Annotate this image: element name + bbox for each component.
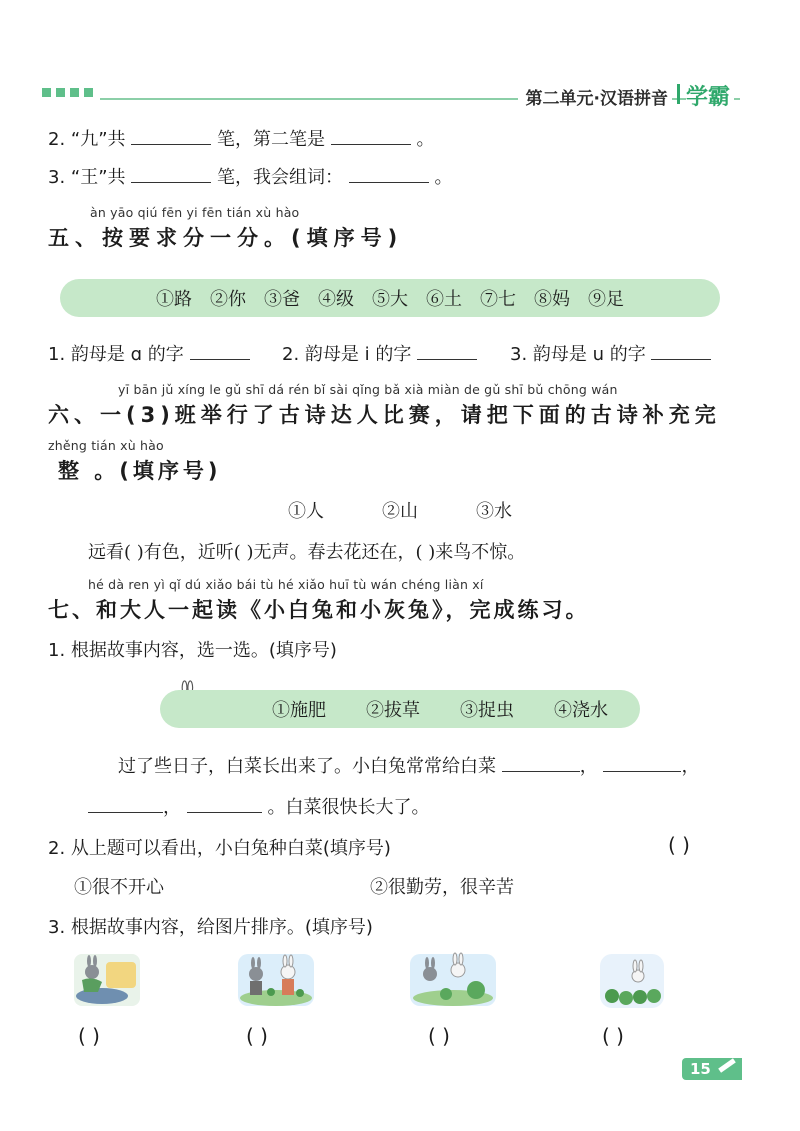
question-text: 2. 韵母是 i 的字 (282, 344, 412, 365)
option-item: ⑧妈 (534, 289, 570, 310)
answer-blank[interactable] (88, 811, 163, 813)
answer-blank[interactable] (131, 143, 211, 145)
question-text: 3. 韵母是 u 的字 (510, 344, 646, 365)
option-item: ⑨足 (588, 289, 624, 310)
poem-choice: ②山 (382, 501, 418, 522)
question-3-text: 3. “王”共 (48, 167, 126, 188)
section-5-q2 (282, 340, 477, 366)
answer-blank[interactable] (417, 358, 477, 360)
section-7-q3: 3. 根据故事内容，给图片排序。(填序号) (48, 917, 373, 938)
answer-blank[interactable] (331, 143, 411, 145)
story-picture-3 (408, 950, 498, 1010)
brand-divider (677, 84, 680, 104)
comma: ， (579, 756, 598, 777)
answer-blank[interactable] (131, 181, 211, 183)
order-parentheses[interactable]: ( ) (602, 1024, 624, 1048)
passage-text: 过了些日子，白菜长出来了。小白兔常常给白菜 (118, 756, 496, 777)
character-options-banner (60, 279, 720, 317)
period: 。 (416, 129, 435, 150)
question-2-text-b: 笔，第二笔是 (217, 129, 326, 150)
order-parentheses[interactable]: ( ) (246, 1024, 268, 1048)
section-6-title-1: 六、一(3)班举行了古诗达人比赛，请把下面的古诗补充完 (48, 403, 721, 427)
section-6-title-2: 整 。(填序号) (58, 459, 222, 483)
answer-blank[interactable] (190, 358, 250, 360)
poem-choice: ③水 (476, 501, 512, 522)
unit-title: 第二单元·汉语拼音 (518, 84, 672, 109)
poem-choice: ①人 (288, 501, 324, 522)
section-5-q3 (510, 340, 711, 366)
question-text: 1. 韵母是 ɑ 的字 (48, 344, 184, 365)
section-7-title: 七、和大人一起读《小白兔和小灰兔》，完成练习。 (48, 598, 590, 622)
comma: ， (681, 756, 700, 777)
section-6-pinyin-2: zhěng tián xù hào (48, 438, 164, 453)
poem-fill-line: 远看( )有色，近听( )无声。春去花还在，( )来鸟不惊。 (88, 542, 526, 563)
answer-blank[interactable] (187, 811, 262, 813)
brand-logo: 学霸 (686, 80, 734, 111)
question-3 (48, 163, 452, 189)
question-2-text: 2. “九”共 (48, 129, 126, 150)
answer-blank[interactable] (502, 770, 580, 772)
comma: ， (163, 797, 181, 818)
section-7-pinyin: hé dà ren yì qǐ dú xiǎo bái tù hé xiǎo huī tù wán chéng liàn xí (88, 577, 484, 592)
answer-blank[interactable] (603, 770, 681, 772)
section-6-pinyin-1: yī bān jǔ xíng le gǔ shī dá rén bǐ sài qǐng bǎ xià miàn de gǔ shī bǔ chōng wán (118, 382, 618, 397)
task-option: ②拔草 (366, 700, 420, 721)
option-item: ⑥土 (426, 289, 462, 310)
answer-parentheses[interactable]: ( ) (668, 833, 690, 857)
header-decoration (42, 88, 93, 97)
task-option: ④浇水 (554, 700, 608, 721)
answer-blank[interactable] (349, 181, 429, 183)
option-item: ①路 (156, 289, 192, 310)
option-item: ⑦七 (480, 289, 516, 310)
section-7-q1: 1. 根据故事内容，选一选。(填序号) (48, 640, 337, 661)
option-item: ④级 (318, 289, 354, 310)
page-number: 15 (690, 1060, 711, 1078)
story-picture-1 (72, 950, 142, 1010)
task-options-banner (160, 690, 640, 728)
question-3-text-b: 笔，我会组词： (217, 167, 344, 188)
q2-option-2: ②很勤劳，很辛苦 (370, 877, 514, 898)
option-item: ⑤大 (372, 289, 408, 310)
passage-line-2 (88, 793, 429, 819)
answer-blank[interactable] (651, 358, 711, 360)
section-5-title: 五、按要求分一分。(填序号) (48, 226, 404, 250)
section-7-q2: 2. 从上题可以看出，小白兔种白菜(填序号) (48, 838, 391, 859)
order-parentheses[interactable]: ( ) (428, 1024, 450, 1048)
page-number-badge (682, 1058, 742, 1080)
task-option: ③捉虫 (460, 700, 514, 721)
section-5-q1 (48, 340, 250, 366)
passage-line-1 (118, 752, 699, 778)
period: 。 (434, 167, 453, 188)
pencil-icon (718, 1058, 736, 1072)
story-picture-4 (598, 952, 666, 1010)
task-option: ①施肥 (272, 700, 326, 721)
option-item: ③爸 (264, 289, 300, 310)
question-2 (48, 125, 434, 151)
option-item: ②你 (210, 289, 246, 310)
passage-text: 。白菜很快长大了。 (267, 797, 430, 818)
section-5-pinyin: àn yāo qiú fēn yi fēn tián xù hào (90, 205, 300, 220)
q2-option-1: ①很不开心 (74, 877, 164, 898)
order-parentheses[interactable]: ( ) (78, 1024, 100, 1048)
story-picture-2 (236, 950, 316, 1010)
